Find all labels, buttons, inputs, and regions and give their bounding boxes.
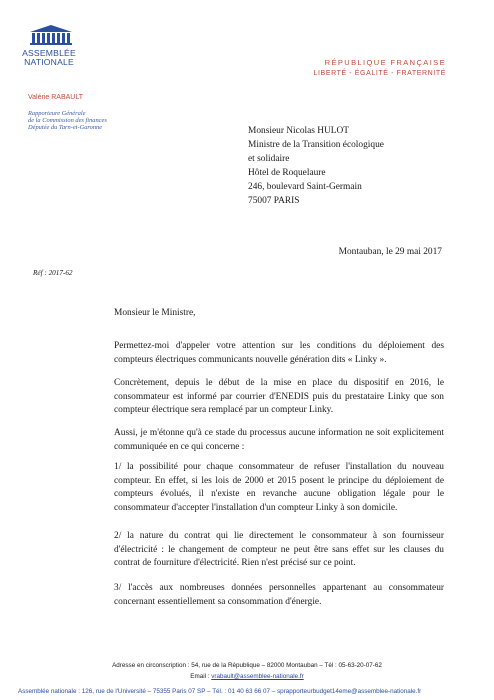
logo-text-line1: ASSEMBLÉE xyxy=(22,48,76,58)
salutation: Monsieur le Ministre, xyxy=(114,308,196,318)
footer-email-line xyxy=(0,673,494,680)
sender-role-line: de la Commission des finances xyxy=(28,117,107,124)
sender-name: Valérie RABAULT xyxy=(28,94,83,101)
sender-role-line: Rapporteure Générale xyxy=(28,110,86,117)
footer-email-link[interactable]: vrabault@assemblee-nationale.fr xyxy=(211,673,304,680)
recipient-line: Monsieur Nicolas HULOT xyxy=(248,126,350,136)
footer-address: Adresse en circonscription : 54, rue de la République – 82000 Montauban – Tél : 05-63-20-07-62 xyxy=(112,662,382,669)
body-paragraph: 2/ la nature du contrat qui lie directement le consommateur à son fournisseur d'électricité : le changement de compteur ne peut être sans effet sur les clauses du contrat de fourniture d'électricité. Rien n'est précisé sur ce point. xyxy=(114,531,444,569)
recipient-line: et solidaire xyxy=(248,154,290,164)
republique-motto: LIBERTÉ - ÉGALITÉ - FRATERNITÉ xyxy=(313,70,446,77)
body-paragraph: Concrètement, depuis le début de la mise en place du dispositif en 2016, le consommateur est informé par courrier d'ENEDIS puis du prestataire Linky que son compteur électrique sera remplacé par un compteur Linky. xyxy=(114,378,444,416)
body-paragraph: Permettez-moi d'appeler votre attention sur les conditions du déploiement des compteurs électriques communicants nouvelle génération dits « Linky ». xyxy=(114,341,444,365)
body-paragraph: 1/ la possibilité pour chaque consommateur de refuser l'installation du nouveau compteur. En effet, si les lois de 2000 et 2015 posent le principe du déploiement de compteurs évolués, il n'existe en revanche aucune obligation légale pour le consommateur d'accepter l'installation d'un compteur Linky à son domicile. xyxy=(114,462,444,513)
letter-date: Montauban, le 29 mai 2017 xyxy=(338,247,442,257)
recipient-line: Ministre de la Transition écologique xyxy=(248,140,384,150)
republique-title: RÉPUBLIQUE FRANÇAISE xyxy=(324,58,446,67)
footer-assembly-address: Assemblée nationale : 126, rue de l'Université – 75355 Paris 07 SP – Tél. : 01 40 63 66 07 – sprapporteurbudget14eme@assemblee-nationale.fr xyxy=(18,688,422,695)
recipient-line: 246, boulevard Saint-Germain xyxy=(248,182,362,192)
recipient-line: Hôtel de Roquelaure xyxy=(248,168,326,178)
recipient-line: 75007 PARIS xyxy=(248,196,300,206)
sender-role-line: Députée du Tarn-et-Garonne xyxy=(28,124,103,131)
footer-email-label: Email : xyxy=(190,673,212,680)
body-paragraph: 3/ l'accès aux nombreuses données personnelles appartenant au consommateur concernant essentiellement sa consommation d'énergie. xyxy=(114,583,444,607)
logo-text-line2: NATIONALE xyxy=(24,57,74,67)
body-paragraph: Aussi, je m'étonne qu'à ce stade du processus aucune information ne soit explicitement communiquée en ce qui concerne : xyxy=(114,428,444,452)
assemblee-logo-icon xyxy=(28,24,74,46)
letter-reference: Réf : 2017-62 xyxy=(33,269,73,277)
